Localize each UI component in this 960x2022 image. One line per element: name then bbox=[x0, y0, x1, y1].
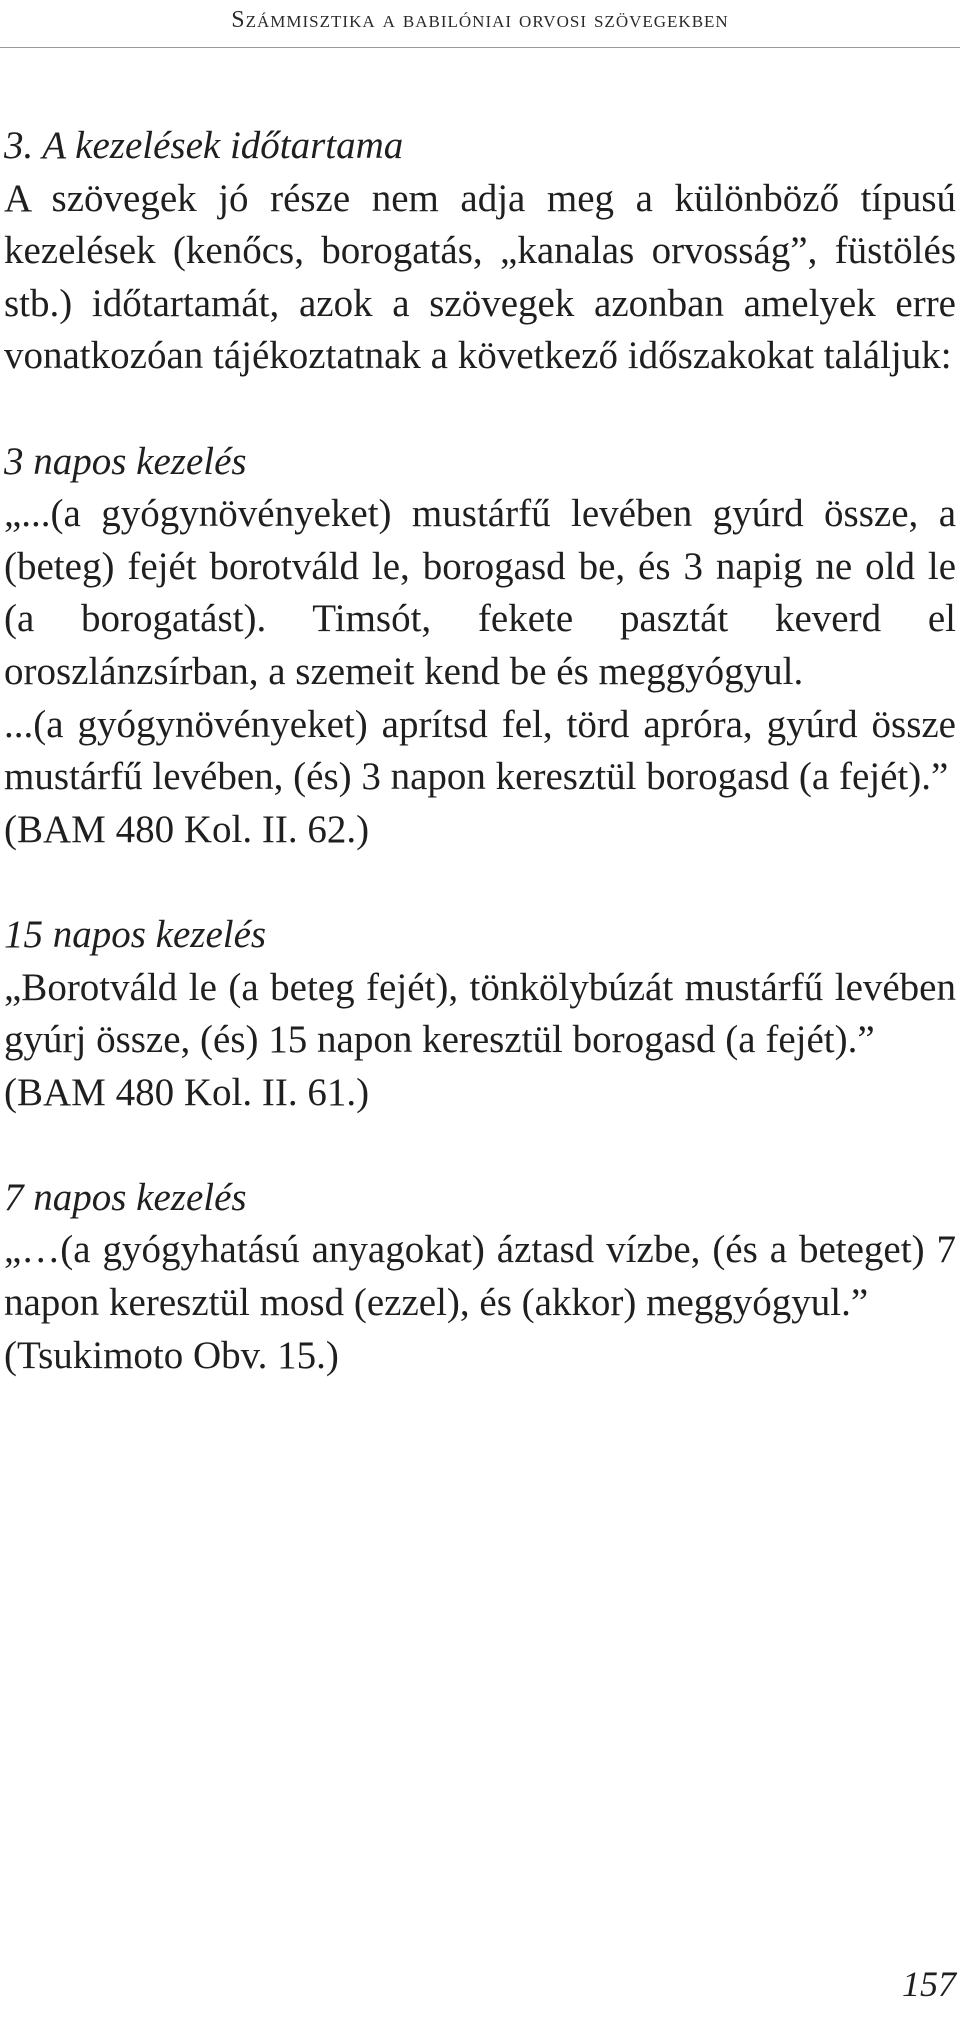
quote-paragraph: „...(a gyógynövényeket) mustárfű levében gyúrd össze, a (beteg) fejét borotváld le, borogasd be, és 3 napig ne old le (a borogatást). Timsót, fekete pasztát keverd el oroszlánzsírban, a szemeit kend be és meggyógyul. bbox=[4, 492, 956, 693]
quote-paragraph: „…(a gyógyhatású anyagokat) áztasd vízbe, (és a beteget) 7 napon keresztül mosd (ezzel), és (akkor) meggyógyul.” bbox=[4, 1228, 956, 1325]
spacer bbox=[4, 383, 956, 436]
treatment-heading-7-days: 7 napos kezelés bbox=[4, 1175, 247, 1219]
source-citation: (BAM 480 Kol. II. 62.) bbox=[4, 807, 370, 851]
source-citation: (Tsukimoto Obv. 15.) bbox=[4, 1333, 339, 1377]
source-citation: (BAM 480 Kol. II. 61.) bbox=[4, 1070, 370, 1114]
spacer bbox=[4, 1119, 956, 1172]
spacer bbox=[4, 856, 956, 909]
page-content bbox=[4, 120, 956, 1382]
quote-paragraph: „Borotváld le (a beteg fejét), tönkölybúzát mustárfű levében gyúrj össze, (és) 15 napon keresztül borogasd (a fejét).” bbox=[4, 965, 956, 1062]
intro-paragraph: A szövegek jó része nem adja meg a különböző típusú kezelések (kenőcs, borogatás, „kanalas orvosság”, füstölés stb.) időtartamát, azok a szövegek azonban amelyek erre vonatkozóan tájékoztatnak a következő időszakokat találjuk: bbox=[4, 176, 956, 378]
quote-paragraph: ...(a gyógynövényeket) aprítsd fel, törd apróra, gyúrd össze mustárfű levében, (és) 3 napon keresztül borogasd (a fejét).” bbox=[4, 702, 956, 799]
page-number: 157 bbox=[902, 1964, 956, 2004]
section-title: 3. A kezelések időtartama bbox=[4, 124, 404, 167]
treatment-heading-3-days: 3 napos kezelés bbox=[4, 439, 247, 483]
running-head: Számmisztika a babilóniai orvosi szövegekben bbox=[0, 0, 960, 48]
treatment-heading-15-days: 15 napos kezelés bbox=[4, 912, 267, 956]
